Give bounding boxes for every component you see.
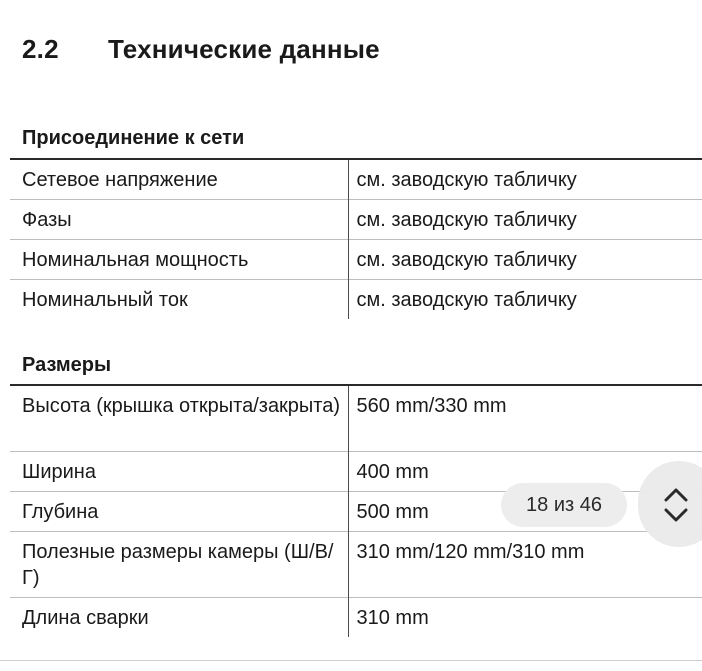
- section-number: 2.2: [22, 34, 59, 64]
- table-row: [10, 159, 702, 199]
- row-value: см. заводскую табличку: [356, 248, 577, 271]
- row-label: Высота (крышка открыта/закрыта): [10, 385, 348, 451]
- section-heading: [22, 34, 380, 65]
- row-value: см. заводскую табличку: [356, 169, 577, 191]
- row-value: 560 mm/330 mm: [356, 395, 507, 417]
- chevron-up-down-icon: [661, 485, 691, 525]
- section-title: Технические данные: [108, 34, 380, 64]
- table-row: [10, 199, 702, 239]
- power-section-title: Присоединение к сети: [22, 127, 245, 149]
- row-label: Номинальный ток: [10, 279, 348, 319]
- row-value: см. заводскую табличку: [356, 288, 577, 311]
- page-bottom-divider: [0, 660, 702, 661]
- dimensions-section-title: Размеры: [22, 354, 112, 376]
- row-label: Номинальная мощность: [10, 239, 348, 279]
- power-table: [10, 158, 702, 319]
- table-row: [10, 385, 702, 451]
- row-label: Полезные размеры камеры (Ш/В/Г): [10, 531, 348, 597]
- row-value: 400 mm: [356, 460, 429, 483]
- row-value: 310 mm: [356, 606, 429, 629]
- row-label: Глубина: [10, 491, 348, 531]
- row-value: 500 mm: [356, 500, 429, 523]
- table-row: [10, 239, 702, 279]
- row-value: см. заводскую табличку: [356, 208, 577, 231]
- row-label: Фазы: [10, 199, 348, 239]
- table-row: [10, 531, 702, 597]
- row-value: 310 mm/120 mm/310 mm: [356, 540, 585, 563]
- row-label: Длина сварки: [10, 597, 348, 637]
- table-row: [10, 597, 702, 637]
- table-row: [10, 279, 702, 319]
- row-label: Ширина: [10, 451, 348, 491]
- row-label: Сетевое напряжение: [10, 159, 348, 199]
- page-indicator: 18 из 46: [501, 483, 627, 527]
